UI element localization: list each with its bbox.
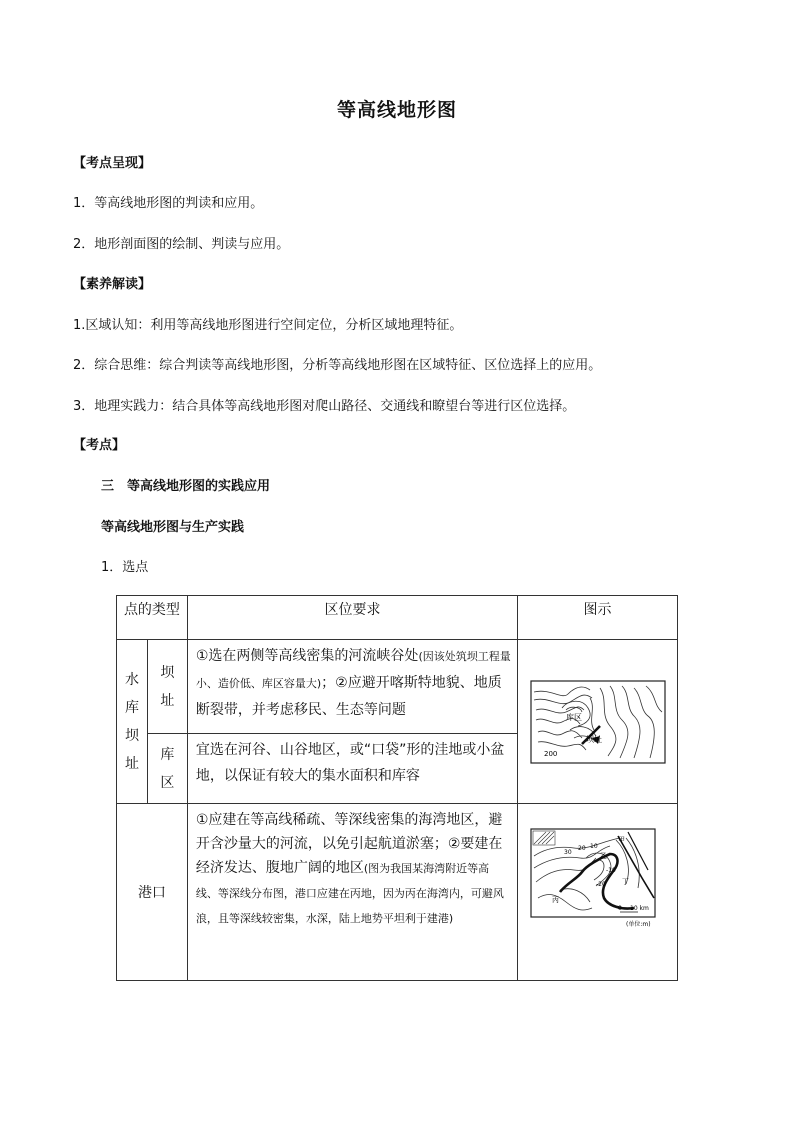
dam-site-cell — [147, 640, 187, 734]
header-type: 点的类型 — [117, 596, 188, 640]
literacy-item: 3．地理实践力：结合具体等高线地形图对爬山路径、交通线和瞭望台等进行区位选择。 — [73, 399, 576, 414]
literacy-heading: 【素养解读】 — [73, 277, 152, 292]
dam-req-main: ①选在两侧等高线密集的河流峡谷处 — [195, 648, 419, 664]
dam-figure-cell — [518, 640, 678, 804]
reservoir-dam-group — [117, 640, 148, 804]
fig1-label-reservoir: 库区 — [565, 712, 582, 722]
exam-point-item: 1．等高线地形图的判读和应用。 — [73, 196, 264, 211]
subsub-heading: 等高线地形图与生产实践 — [101, 520, 245, 535]
header-figure: 图示 — [518, 596, 678, 640]
reservoir-area-label: 库区 — [160, 746, 175, 791]
fig2-label-minus10: -10 — [605, 867, 616, 874]
bay-contour-map — [530, 828, 666, 938]
fig2-label-jia: 甲 — [617, 836, 625, 844]
fig2-label-10: 10 — [589, 843, 598, 850]
reservoir-req: 宜选在河谷、山谷地区，或“口袋”形的洼地或小盆地，以保证有较大的集水面积和库容 — [195, 742, 505, 784]
reservoir-area-requirement — [187, 734, 517, 804]
reservoir-contour-map — [530, 680, 666, 764]
fig2-label-scale-10: 10 km — [629, 905, 649, 912]
exam-points-heading: 【考点呈现】 — [73, 156, 152, 171]
dam-site-requirement — [187, 640, 517, 734]
literacy-item: 1.区域认知：利用等高线地形图进行空间定位，分析区域地理特征。 — [73, 318, 463, 333]
fig2-label-scale-0: 0 — [617, 905, 622, 912]
fig2-label-yi: 乙 — [599, 852, 607, 860]
dam-req-note: (因该处筑坝工程量小、造价低、库区容量大) — [195, 650, 511, 690]
fig2-label-unit: (单位:m) — [625, 921, 651, 928]
header-requirement: 区位要求 — [187, 596, 517, 640]
port-requirement — [187, 804, 517, 981]
fig2-label-minus20: -20 — [595, 881, 606, 888]
port-cell — [117, 804, 188, 981]
fig2-label-30: 30 — [563, 849, 572, 856]
exam-point-item: 2．地形剖面图的绘制、判读与应用。 — [73, 237, 290, 252]
fig2-label-bing: 丙 — [551, 896, 559, 904]
fig2-label-20: 20 — [577, 845, 586, 852]
dam-site-label: 坝址 — [160, 664, 175, 709]
key-point-heading: 【考点】 — [73, 438, 126, 453]
subsection-heading: 三 等高线地形图的实践应用 — [101, 479, 271, 494]
page-title: 等高线地形图 — [336, 99, 457, 121]
reservoir-area-cell — [147, 734, 187, 804]
fig2-label-ding: 丁 — [621, 878, 629, 886]
site-selection-table — [116, 595, 678, 981]
dam-req-tail: ；②应避开喀斯特地貌、地质断裂带，并考虑移民、生态等问题 — [195, 675, 502, 718]
list-item-select-point: 1．选点 — [101, 560, 149, 575]
reservoir-dam-group-label: 水库坝址 — [124, 671, 139, 772]
fig1-label-200: 200 — [543, 749, 557, 758]
port-req-note: (图为我国某海湾附近等高线、等深线分布图，港口应建在丙地，因为丙在海湾内，可避风浪，且等深线较密集，水深，陆上地势平坦利于建港) — [195, 862, 504, 925]
port-figure-cell — [518, 804, 678, 981]
literacy-item: 2．综合思维：综合判读等高线地形图，分析等高线地形图在区域特征、区位选择上的应用。 — [73, 358, 602, 373]
fig1-label-dam: 坝址 — [585, 734, 602, 744]
port-label: 港口 — [137, 885, 166, 901]
port-req-main: ①应建在等高线稀疏、等深线密集的海湾地区，避开含沙量大的河流，以免引起航道淤塞；②要建在经济发达、腹地广阔的地区 — [195, 812, 503, 876]
